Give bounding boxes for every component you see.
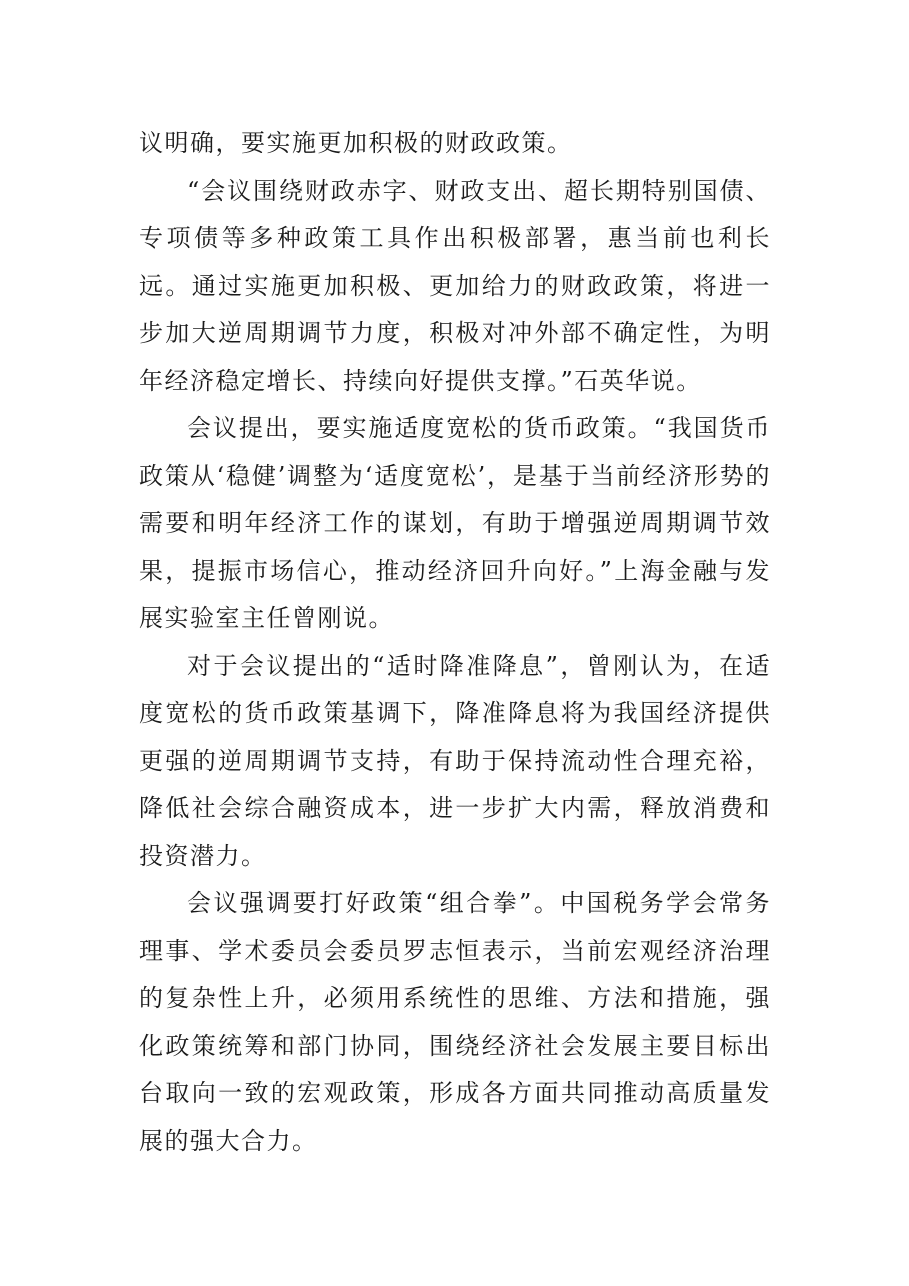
paragraph-fiscal-policy-quote: “会议围绕财政赤字、财政支出、超长期特别国债、专项债等多种政策工具作出积极部署，惠当前也利长远。通过实施更加积极、更加给力的财政政策，将进一步加大逆周期调节力度，积极对冲外部不确定性，为明年经济稳定增长、持续向好提供支撑。”石英华说。 xyxy=(139,176,771,395)
paragraph-monetary-policy: 会议提出，要实施适度宽松的货币政策。“我国货币政策从‘稳健’调整为‘适度宽松’，是基于当前经济形势的需要和明年经济工作的谋划，有助于增强逆周期调节效果，提振市场信心，推动经济回升向好。”上海金融与发展实验室主任曾刚说。 xyxy=(139,414,771,632)
paragraph-policy-combination: 会议强调要打好政策“组合拳”。中国税务学会常务理事、学术委员会委员罗志恒表示，当前宏观经济治理的复杂性上升，必须用系统性的思维、方法和措施，强化政策统筹和部门协同，围绕经济社会发展主要目标出台取向一致的宏观政策，形成各方面共同推动高质量发展的强大合力。 xyxy=(139,889,771,1155)
paragraph-rate-cut: 对于会议提出的“适时降准降息”，曾刚认为，在适度宽松的货币政策基调下，降准降息将为我国经济提供更强的逆周期调节支持，有助于保持流动性合理充裕，降低社会综合融资成本，进一步扩大内需，释放消费和投资潜力。 xyxy=(139,651,771,870)
article-body xyxy=(139,120,771,1165)
paragraph-continued: 议明确，要实施更加积极的财政政策。 xyxy=(139,129,573,157)
